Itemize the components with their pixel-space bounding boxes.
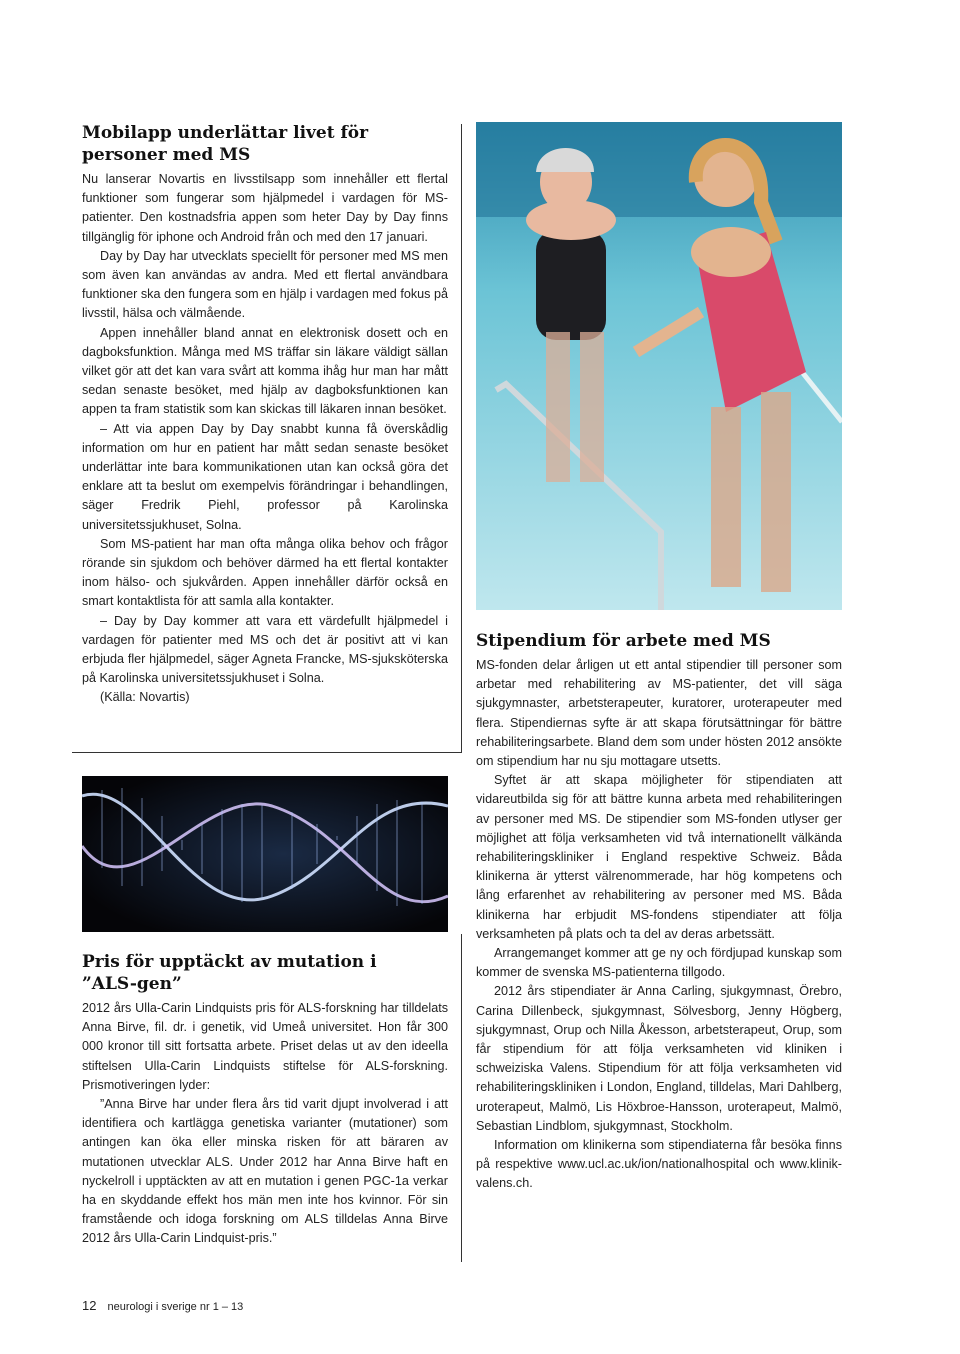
quote: ”Anna Birve har under flera års tid varit djupt involverad i att identifiera och kartlägga genetiska varianter (mutationer) som antingen kan öka eller minska risken för att bäraren av mutationen utvecklar ALS. Under 2012 har Anna Birve haft en nyckelroll i upptäckten av att en mutation i genen PGC-1a verkar ha en skyddande effekt hos män men inte hos kvinnor. För sin framstående och idoga forskning om ALS tilldelas Anna Birve 2012 års Ulla-Carin Lindquist-pris.” — [82, 1097, 448, 1246]
paragraph: Day by Day har utvecklats speciellt för personer med MS men som även kan användas av andra. Med ett flertal användbara funktioner ska den fungera som en hjälp i vardagen med fokus på livsstil, hälsa och välmående. — [82, 248, 448, 321]
title-line-2: ”ALS-gen” — [82, 974, 182, 994]
paragraph: Som MS-patient har man ofta många olika behov och frågor rörande sin sjukdom och behöver därmed ha ett flertal kontakter inom hälso- och sjukvården. Appen innehåller därför också en smart kontaktlista för att samla alla kontakter. — [82, 536, 448, 609]
paragraph: Syftet är att skapa möjligheter för stipendiaten att vidareutbilda sig för att bättre kunna arbeta med rehabiliteringen av personer med MS. De stipendier som MS-fonden utlyser ger möjlighet att följa verksamheten vid två internationellt välkända rehabiliteringskliniker i England respektive Schweiz. Båda klinikerna är ytterst välrenommerade, har hög kompetens och lång erfarenhet av rehabilitering av personer med MS. Båda klinikerna har erbjudit MS-fondens stipendiater att följa verksamheten på plats och ta del av deras arbetssätt. — [476, 773, 842, 941]
paragraph: Nu lanserar Novartis en livsstilsapp som innehåller ett flertal funktioner som fungerar som hjälpmedel i vardagen för MS-patienter. Den kostnadsfria appen som heter Day by Day finns tillgänglig för iphone och Android från och med den 17 januari. — [82, 172, 448, 244]
paragraph: Appen innehåller bland annat en elektronisk dosett och en dagboksfunktion. Många med MS träffar sin läkare väldigt sällan vilket gör att det kan vara svårt att komma ihåg hur man har mått sedan senaste besöket, med hjälp av dagboksfunktionen kan appen ta fram statistik som kan skickas till läkaren innan besöket. — [82, 325, 448, 417]
paragraph: Information om klinikerna som stipendiaterna får besöka finns på respektive www.ucl.ac.uk/ion/nationalhospital och www.klinik-valens.ch. — [476, 1138, 842, 1191]
article-stipendium — [476, 630, 842, 1194]
page-number: 12 — [82, 1298, 97, 1313]
dna-helix-graphic — [82, 776, 448, 932]
pool-photo-graphic — [476, 122, 842, 610]
article-title — [82, 122, 448, 166]
article-mobilapp — [82, 122, 448, 708]
article-title: Stipendium för arbete med MS — [476, 631, 771, 651]
column-divider — [461, 934, 462, 1262]
article-title — [82, 951, 448, 995]
section-divider — [72, 752, 462, 753]
title-line-2: personer med MS — [82, 145, 251, 165]
source-note: (Källa: Novartis) — [100, 690, 190, 705]
paragraph: – Day by Day kommer att vara ett värdefullt hjälpmedel i vardagen för patienter med MS och det är positivt att vi kan erbjuda fler hjälpmedel, säger Agneta Francke, MS-sjuksköterska på Karolinska universitetssjukhuset i Solna. — [82, 613, 448, 686]
paragraph: Arrangemanget kommer att ge ny och fördjupad kunskap som kommer de svenska MS-patienterna tillgodo. — [476, 946, 842, 980]
page-footer — [82, 1298, 243, 1313]
column-divider — [461, 124, 462, 752]
paragraph: – Att via appen Day by Day snabbt kunna få överskådlig information om hur en patient har mått sedan senaste besöket underlättar inte bara kommunikationen utan kan också göra det enklare att ta beslut om exempelvis förändringar i behandlingen, säger Fredrik Piehl, professor på Karolinska universitetssjukhuset, Solna. — [82, 421, 448, 532]
paragraph: 2012 års stipendiater är Anna Carling, sjukgymnast, Örebro, Carina Dillenbeck, sjukgymnast, Sölvesborg, Jenny Högberg, sjukgymnast, Orup och Nilla Åkesson, arbetsterapeut, Orup, som får stipendium för att följa verksamheten vid kliniken i schweiziska Valens. Stipendium för att följa verksamheten vid rehabiliteringskliniken i London, England, tilldelas, Mari Dahlberg, uroterapeut, Malmö, Lis Höxbroe-Hansson, uroterapeut, Malmö, Sebastian Lindblom, sjukgymnast, Stockholm. — [476, 984, 842, 1133]
paragraph: 2012 års Ulla-Carin Lindquists pris för ALS-forskning har tilldelats Anna Birve, fil. dr. i genetik, vid Umeå universitet. Hon får 300 000 kronor till sitt fortsatta arbete. Priset delas ut av den ideella stiftelsen Ulla-Carin Lindquists stiftelse för ALS-forskning. Prismotiveringen lyder: — [82, 1001, 448, 1092]
publication-name: neurologi i sverige nr 1 – 13 — [107, 1301, 244, 1313]
title-line-1: Mobilapp underlättar livet för — [82, 123, 369, 143]
article-als-prize — [82, 951, 448, 1249]
pool-rehabilitation-photo — [476, 122, 842, 610]
title-line-1: Pris för upptäckt av mutation i — [82, 952, 377, 972]
dna-helix-image — [82, 776, 448, 932]
paragraph: MS-fonden delar årligen ut ett antal stipendier till personer som arbetar med rehabilitering av MS-patienter, det vill säga sjukgymnaster, arbetsterapeuter, kuratorer, uroterapeuter med flera. Stipendiernas syfte är att skapa förutsättningar för bättre rehabiliteringsarbete. Bland dem som under hösten 2012 ansökte om stipendium har nu sju mottagare utsetts. — [476, 658, 842, 769]
